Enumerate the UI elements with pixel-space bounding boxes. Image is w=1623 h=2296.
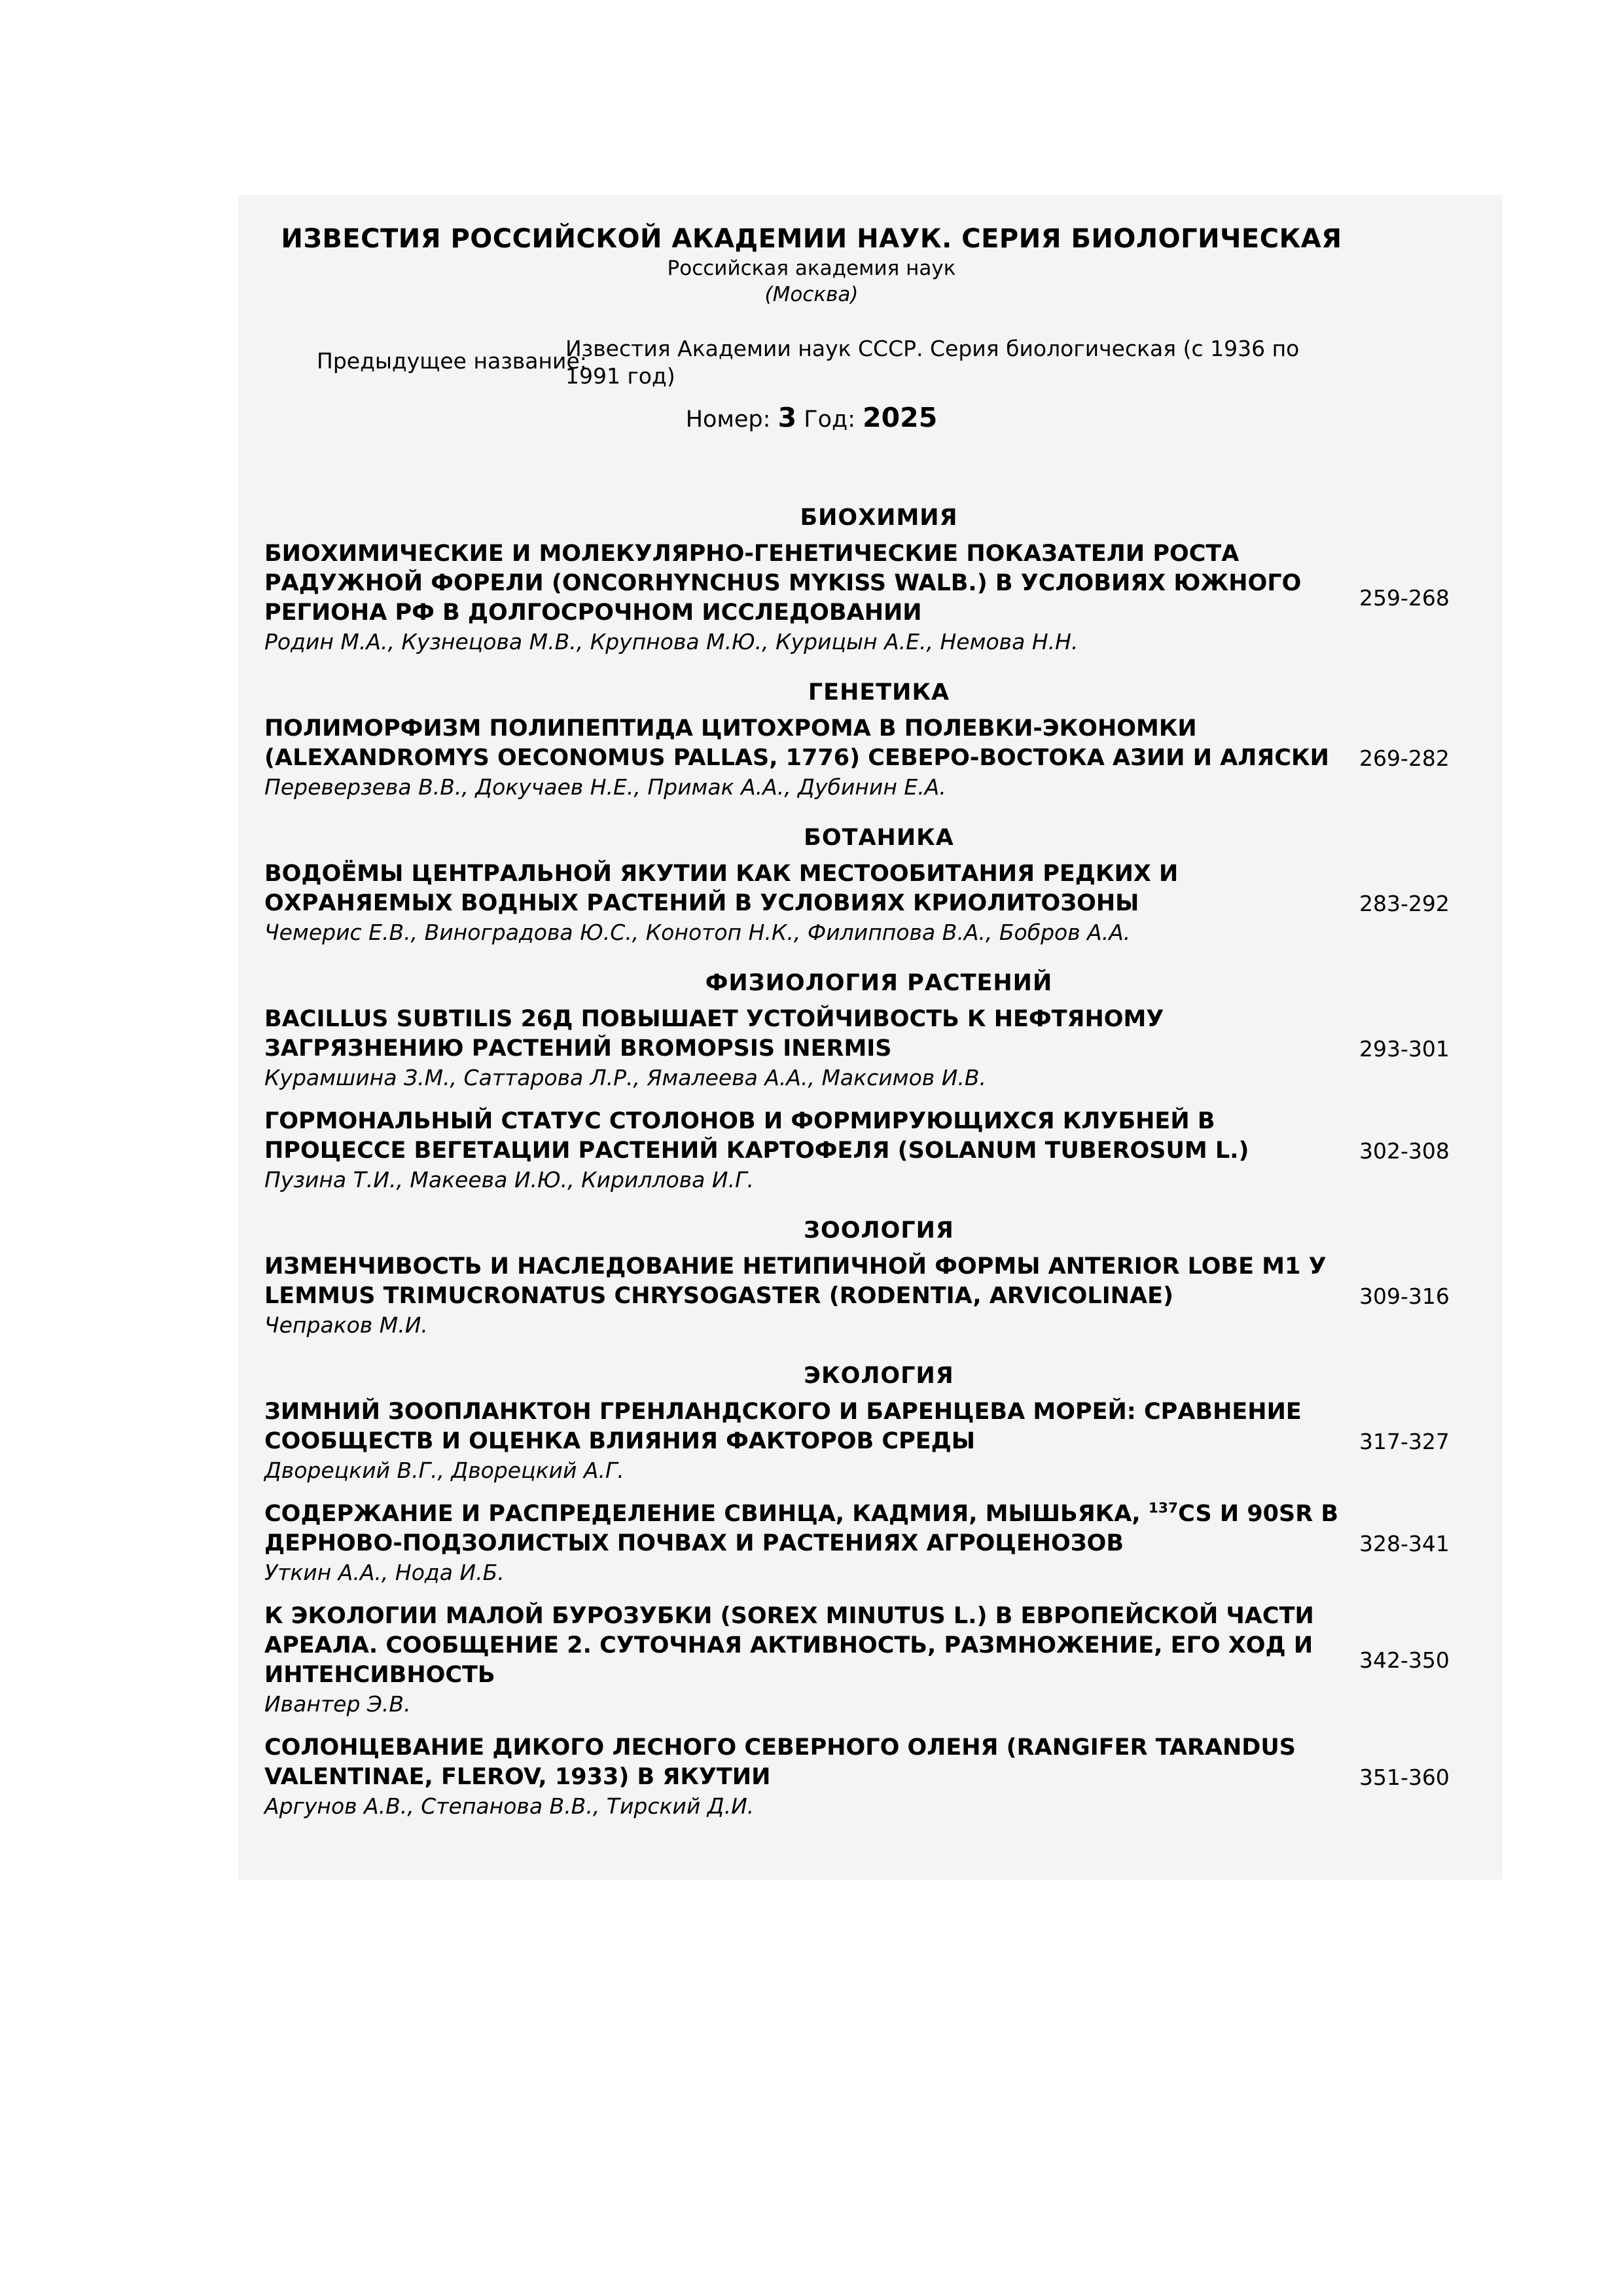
- article-title[interactable]: ГОРМОНАЛЬНЫЙ СТАТУС СТОЛОНОВ И ФОРМИРУЮЩИХСЯ КЛУБНЕЙ В ПРОЦЕССЕ ВЕГЕТАЦИИ РАСТЕНИЙ КАРТОФЕЛЯ (SOLANUM TUBEROSUM L.): [264, 1108, 1249, 1164]
- article-authors: Переверзева В.В., Докучаев Н.Е., Примак А.А., Дубинин Е.А.: [264, 774, 946, 800]
- issue-info: [0, 402, 1623, 433]
- article-pages: 269-282: [1359, 745, 1450, 771]
- toc-section: [264, 961, 1454, 1209]
- article-pages: 342-350: [1359, 1647, 1450, 1673]
- table-of-contents: [264, 496, 1454, 1835]
- toc-section: [264, 816, 1454, 961]
- toc-section: [264, 496, 1454, 671]
- article-entry[interactable]: [264, 859, 1454, 961]
- article-entry[interactable]: [264, 1499, 1454, 1602]
- article-entry[interactable]: [264, 1005, 1454, 1107]
- article-title[interactable]: ИЗМЕНЧИВОСТЬ И НАСЛЕДОВАНИЕ НЕТИПИЧНОЙ ФОРМЫ ANTERIOR LOBE M1 У LEMMUS TRIMUCRONATUS CHRYSOGASTER (RODENTIA, ARVICOLINAE): [264, 1253, 1327, 1309]
- article-title[interactable]: ПОЛИМОРФИЗМ ПОЛИПЕПТИДА ЦИТОХРОМА В ПОЛЕВКИ-ЭКОНОМКИ (ALEXANDROMYS OECONOMUS PALLAS, 1776) СЕВЕРО-ВОСТОКА АЗИИ И АЛЯСКИ: [264, 715, 1329, 771]
- article-pages: 302-308: [1359, 1138, 1450, 1164]
- article-pages: 283-292: [1359, 890, 1450, 916]
- toc-section: [264, 1354, 1454, 1835]
- article-entry[interactable]: [264, 1107, 1454, 1209]
- article-entry[interactable]: [264, 1252, 1454, 1354]
- article-title[interactable]: ЗИМНИЙ ЗООПЛАНКТОН ГРЕНЛАНДСКОГО И БАРЕНЦЕВА МОРЕЙ: СРАВНЕНИЕ СООБЩЕСТВ И ОЦЕНКА ВЛИЯНИЯ ФАКТОРОВ СРЕДЫ: [264, 1399, 1302, 1454]
- section-heading: БОТАНИКА: [804, 825, 954, 851]
- issue-year: 2025: [863, 402, 938, 433]
- section-heading: ЭКОЛОГИЯ: [804, 1363, 954, 1389]
- article-authors: Ивантер Э.В.: [264, 1691, 411, 1717]
- issue-label: Номер:: [685, 406, 771, 433]
- article-authors: Чемерис Е.В., Виноградова Ю.С., Конотоп Н.К., Филиппова В.А., Бобров А.А.: [264, 920, 1131, 945]
- article-authors: Уткин А.А., Нода И.Б.: [264, 1560, 505, 1585]
- toc-section: [264, 1209, 1454, 1354]
- article-authors: Пузина Т.И., Макеева И.Ю., Кириллова И.Г.: [264, 1167, 754, 1193]
- previous-title-label: Предыдущее название:: [317, 348, 587, 374]
- article-pages: 293-301: [1359, 1035, 1450, 1062]
- article-title[interactable]: К ЭКОЛОГИИ МАЛОЙ БУРОЗУБКИ (SOREX MINUTUS L.) В ЕВРОПЕЙСКОЙ ЧАСТИ АРЕАЛА. СООБЩЕНИЕ 2. СУТОЧНАЯ АКТИВНОСТЬ, РАЗМНОЖЕНИЕ, ЕГО ХОД И ИНТЕНСИВНОСТЬ: [264, 1603, 1314, 1688]
- article-authors: Курамшина З.М., Саттарова Л.Р., Ямалеева А.А., Максимов И.В.: [264, 1065, 987, 1090]
- article-authors: Чепраков М.И.: [264, 1312, 428, 1338]
- article-pages: 259-268: [1359, 585, 1450, 611]
- section-heading: ФИЗИОЛОГИЯ РАСТЕНИЙ: [705, 970, 1053, 996]
- article-authors: Аргунов А.В., Степанова В.В., Тирский Д.И.: [264, 1793, 755, 1819]
- article-entry[interactable]: [264, 1397, 1454, 1499]
- article-pages: 351-360: [1359, 1764, 1450, 1790]
- article-authors: Родин М.А., Кузнецова М.В., Крупнова М.Ю., Курицын А.Е., Немова Н.Н.: [264, 629, 1079, 655]
- article-title[interactable]: ВОДОЁМЫ ЦЕНТРАЛЬНОЙ ЯКУТИИ КАК МЕСТООБИТАНИЯ РЕДКИХ И ОХРАНЯЕМЫХ ВОДНЫХ РАСТЕНИЙ В УСЛОВИЯХ КРИОЛИТОЗОНЫ: [264, 861, 1179, 916]
- article-title[interactable]: BACILLUS SUBTILIS 26Д ПОВЫШАЕТ УСТОЙЧИВОСТЬ К НЕФТЯНОМУ ЗАГРЯЗНЕНИЮ РАСТЕНИЙ BROMOPSIS INERMIS: [264, 1006, 1164, 1062]
- article-entry[interactable]: [264, 539, 1454, 671]
- journal-title: ИЗВЕСТИЯ РОССИЙСКОЙ АКАДЕМИИ НАУК. СЕРИЯ БИОЛОГИЧЕСКАЯ: [281, 224, 1342, 254]
- article-entry[interactable]: [264, 1602, 1454, 1733]
- issue-number: 3: [777, 402, 797, 433]
- article-entry[interactable]: [264, 714, 1454, 816]
- article-title[interactable]: БИОХИМИЧЕСКИЕ И МОЛЕКУЛЯРНО-ГЕНЕТИЧЕСКИЕ ПОКАЗАТЕЛИ РОСТА РАДУЖНОЙ ФОРЕЛИ (ONCORHYNCHUS MYKISS WALB.) В УСЛОВИЯХ ЮЖНОГО РЕГИОНА РФ В ДОЛГОСРОЧНОМ ИССЛЕДОВАНИИ: [264, 541, 1302, 626]
- article-title[interactable]: СОДЕРЖАНИЕ И РАСПРЕДЕЛЕНИЕ СВИНЦА, КАДМИЯ, МЫШЬЯКА, $^{137}$CS И 90SR В ДЕРНОВО-ПОДЗОЛИСТЫХ ПОЧВАХ И РАСТЕНИЯХ АГРОЦЕНОЗОВ: [264, 1499, 1339, 1556]
- section-heading: ЗООЛОГИЯ: [804, 1217, 954, 1244]
- article-authors: Дворецкий В.Г., Дворецкий А.Г.: [264, 1458, 624, 1483]
- publisher: Российская академия наук: [667, 257, 956, 280]
- toc-section: [264, 671, 1454, 816]
- section-heading: БИОХИМИЯ: [800, 505, 958, 531]
- article-pages: 317-327: [1359, 1428, 1450, 1454]
- publisher-city: (Москва): [764, 283, 859, 306]
- article-entry[interactable]: [264, 1733, 1454, 1835]
- section-heading: ГЕНЕТИКА: [808, 679, 950, 706]
- article-title[interactable]: СОЛОНЦЕВАНИЕ ДИКОГО ЛЕСНОГО СЕВЕРНОГО ОЛЕНЯ (RANGIFER TARANDUS VALENTINAE, FLEROV, 1933) В ЯКУТИИ: [264, 1734, 1296, 1790]
- isotope-superscript: 137: [1148, 1499, 1179, 1516]
- year-label: Год:: [804, 406, 855, 433]
- previous-title-value: Известия Академии наук СССР. Серия биологическая (с 1936 по 1991 год): [565, 336, 1300, 389]
- article-pages: 328-341: [1359, 1530, 1450, 1556]
- article-pages: 309-316: [1359, 1283, 1450, 1309]
